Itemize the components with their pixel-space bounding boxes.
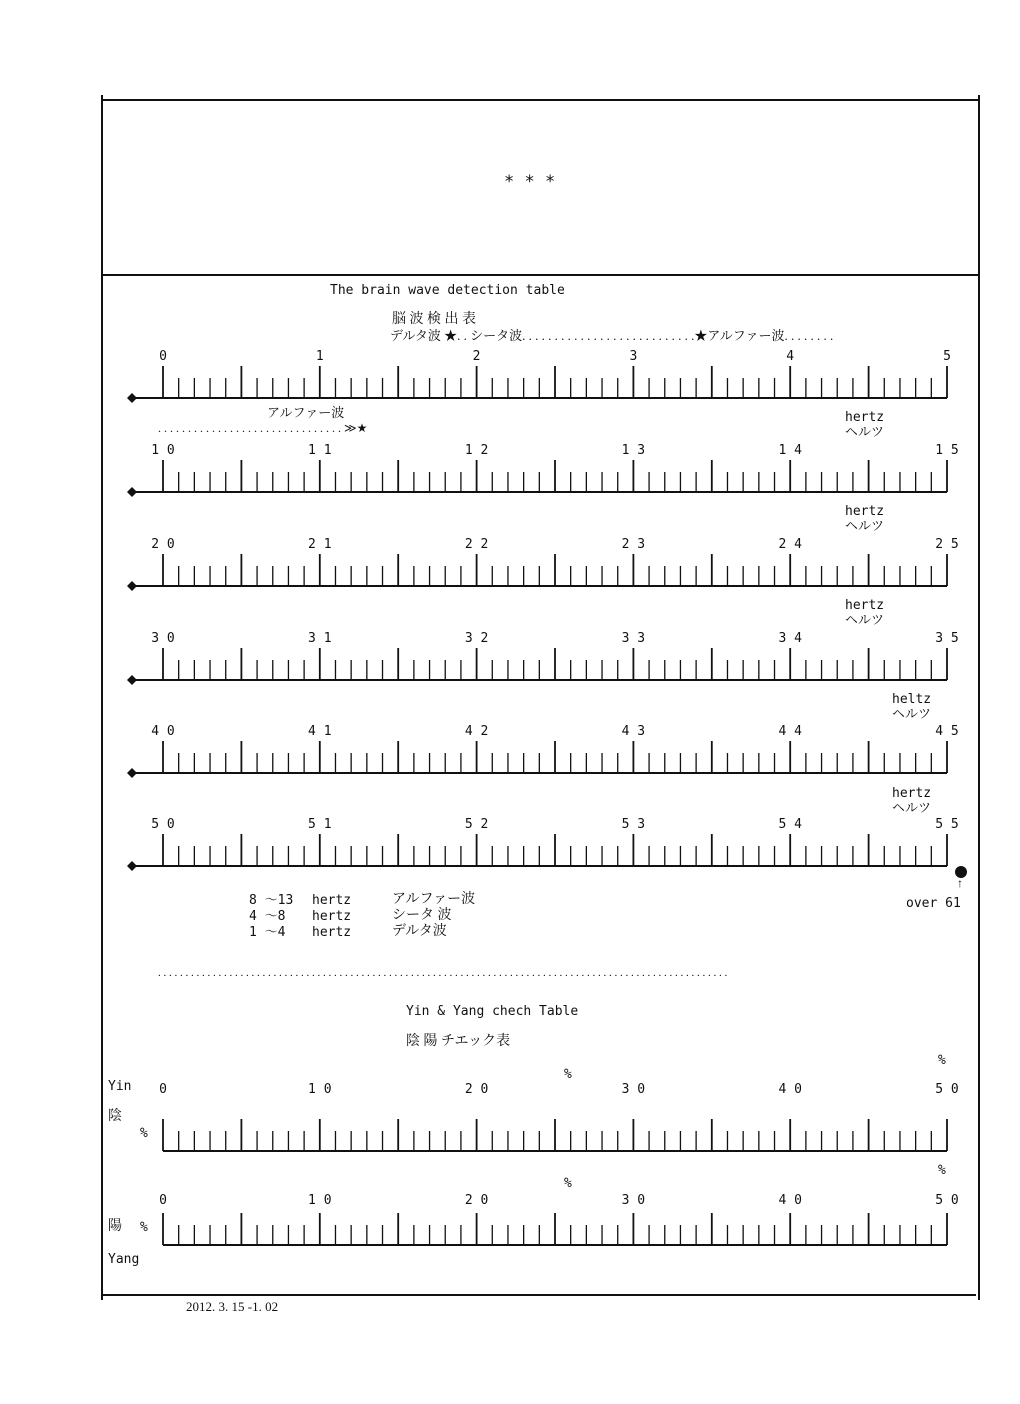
unit-en-5: hertz	[892, 786, 932, 801]
legend-unit-3: hertz	[312, 925, 352, 940]
yang-pct-mid: %	[564, 1176, 572, 1191]
ruler-hz-30-tick-label: 3 4	[778, 631, 802, 646]
unit-jp-2: ヘルツ	[845, 518, 885, 533]
yang-en-label: Yang	[108, 1252, 140, 1267]
ruler-hz-20-tick-label: 2 0	[151, 537, 175, 552]
yin-jp-label: 陰	[108, 1109, 122, 1124]
unit-jp-4: ヘルツ	[892, 706, 932, 721]
ruler-yang-tick-label: 5 0	[935, 1193, 959, 1208]
ruler-hz-20-start-diamond	[127, 581, 137, 591]
ruler-hz-40-tick-label: 4 3	[621, 724, 646, 739]
unit-en-1: hertz	[845, 410, 885, 425]
yang-jp-label: 陽	[108, 1219, 122, 1234]
legend-range-2: 4 ～8	[249, 909, 286, 924]
ruler-yin-tick-label: 2 0	[464, 1082, 489, 1097]
ruler-hz-0-tick-label: 5	[943, 349, 951, 364]
ruler-hz-20-tick-label: 2 1	[308, 537, 332, 552]
ruler-hz-10-tick-label: 1 5	[935, 443, 959, 458]
ruler-yang-tick-label: 0	[159, 1193, 167, 1208]
ruler-hz-50-tick-label: 5 0	[151, 817, 175, 832]
ruler-yin-tick-label: 3 0	[621, 1082, 646, 1097]
ruler-hz-0-tick-label: 4	[786, 349, 795, 364]
ruler-yang-tick-label: 3 0	[621, 1193, 646, 1208]
ruler-hz-0-tick-label: 2	[472, 349, 481, 364]
ruler-hz-0-tick-label: 0	[159, 349, 167, 364]
ruler-yang-tick-label: 1 0	[308, 1193, 332, 1208]
yin-pct-left: %	[140, 1126, 148, 1141]
brain-title-jp: 脳 波 検 出 表	[392, 312, 476, 327]
ruler-hz-0-start-diamond	[127, 393, 137, 403]
wave-line: デルタ波 ★. . シータ波. . . . . . . . . . . . . . . . . . . . . . . . . . .★アルファー波. . . . . . . .	[390, 328, 834, 343]
yin-pct-right: %	[938, 1053, 946, 1068]
ruler-yin-tick-label: 5 0	[935, 1082, 959, 1097]
legend-range-1: 8 ～13	[249, 893, 294, 908]
ruler-hz-30-tick-label: 3 1	[308, 631, 332, 646]
ruler-hz-50-tick-label: 5 1	[308, 817, 332, 832]
ruler-yin-tick-label: 1 0	[308, 1082, 332, 1097]
ruler-hz-10-tick-label: 1 1	[308, 443, 332, 458]
ruler-yin-tick-label: 4 0	[778, 1082, 802, 1097]
ruler-hz-30-tick-label: 3 2	[464, 631, 489, 646]
ruler-hz-50-tick-label: 5 3	[621, 817, 646, 832]
ruler-hz-50-tick-label: 5 4	[778, 817, 802, 832]
alpha-cont-label: アルファー波	[267, 405, 345, 420]
legend-name-3: デルタ波	[392, 924, 447, 939]
yang-pct-left: %	[140, 1220, 148, 1235]
ruler-hz-30-tick-label: 3 5	[935, 631, 959, 646]
ruler-hz-40-start-diamond	[127, 768, 137, 778]
ruler-hz-20-tick-label: 2 4	[778, 537, 802, 552]
ruler-hz-10-tick-label: 1 2	[464, 443, 489, 458]
ruler-hz-40-tick-label: 4 1	[308, 724, 332, 739]
yin-pct-mid: %	[564, 1067, 572, 1082]
legend-name-2: シータ 波	[392, 908, 452, 923]
unit-jp-5: ヘルツ	[892, 800, 932, 815]
ruler-hz-50-start-diamond	[127, 861, 137, 871]
yinyang-title-jp: 陰 陽 チエック表	[406, 1034, 511, 1049]
unit-en-2: hertz	[845, 504, 885, 519]
ruler-hz-30-start-diamond	[127, 675, 137, 685]
unit-jp-3: ヘルツ	[845, 612, 885, 627]
ruler-hz-10-start-diamond	[127, 487, 137, 497]
ruler-hz-10-tick-label: 1 4	[778, 443, 802, 458]
unit-en-3: hertz	[845, 598, 885, 613]
ruler-yang-tick-label: 4 0	[778, 1193, 802, 1208]
header-mark: * * *	[504, 172, 556, 192]
yinyang-title-en: Yin & Yang chech Table	[406, 1004, 579, 1019]
ruler-hz-30-tick-label: 3 0	[151, 631, 175, 646]
ruler-hz-20-tick-label: 2 3	[621, 537, 646, 552]
brain-title-en: The brain wave detection table	[330, 283, 565, 298]
legend-unit-2: hertz	[312, 909, 352, 924]
ruler-hz-40-tick-label: 4 5	[935, 724, 959, 739]
alpha-cont-dots: . . . . . . . . . . . . . . . . . . . . . . . . . . . . . . . ≫★	[158, 421, 368, 435]
legend-unit-1: hertz	[312, 893, 352, 908]
version-stamp: 2012. 3. 15 -1. 02	[186, 1299, 279, 1314]
ruler-hz-0-tick-label: 1	[315, 349, 324, 364]
ruler-hz-40-tick-label: 4 0	[151, 724, 175, 739]
ruler-hz-40-tick-label: 4 2	[464, 724, 489, 739]
legend-range-3: 1 ～4	[249, 925, 286, 940]
ruler-hz-0-tick-label: 3	[629, 349, 638, 364]
yang-pct-right: %	[938, 1163, 946, 1178]
yin-en-label: Yin	[108, 1079, 132, 1094]
legend-name-1: アルファー波	[392, 892, 476, 907]
over-label: over 61	[906, 896, 961, 911]
ruler-hz-50-tick-label: 5 5	[935, 817, 959, 832]
ruler-hz-10-tick-label: 1 0	[151, 443, 175, 458]
ruler-hz-40-tick-label: 4 4	[778, 724, 802, 739]
ruler-hz-50-tick-label: 5 2	[464, 817, 489, 832]
ruler-yang-tick-label: 2 0	[464, 1193, 489, 1208]
unit-jp-1: ヘルツ	[845, 424, 885, 439]
ruler-hz-20-tick-label: 2 5	[935, 537, 959, 552]
ruler-hz-10-tick-label: 1 3	[621, 443, 646, 458]
over-arrow: ↑	[957, 876, 963, 890]
ruler-hz-30-tick-label: 3 3	[621, 631, 646, 646]
ruler-yin-tick-label: 0	[159, 1082, 167, 1097]
ruler-hz-20-tick-label: 2 2	[464, 537, 489, 552]
unit-en-4: heltz	[892, 692, 932, 707]
section-divider-dots: . . . . . . . . . . . . . . . . . . . . . . . . . . . . . . . . . . . . . . . . . . . . . . . . . . . . . . . . . . . . . . . . . . . . . . . . . . . . . . . . . . . . . . . . . . . . . . . . . . . . . . . .	[158, 968, 728, 979]
